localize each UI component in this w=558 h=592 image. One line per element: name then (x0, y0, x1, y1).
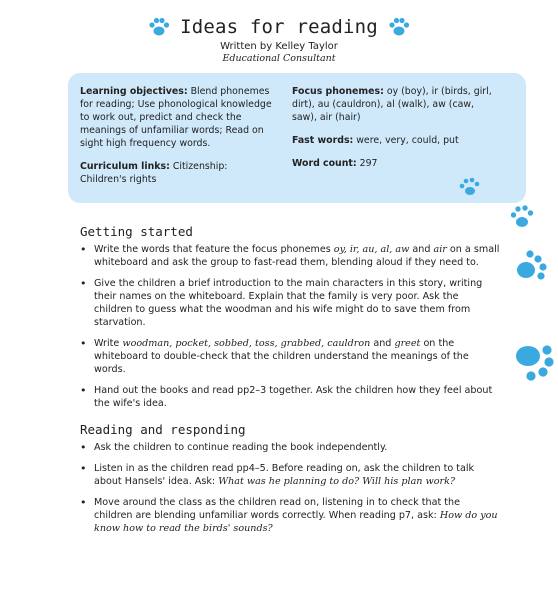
list-item-text: on a small whiteboard and ask the group to fast-read them, blending aloud if they need to. (94, 244, 500, 268)
reading-responding-list (80, 441, 500, 543)
curriculum-links (80, 160, 276, 186)
list-item-text: Write (94, 338, 123, 349)
byline: Written by Kelley Taylor (220, 41, 338, 52)
focus-phonemes (292, 85, 492, 124)
fast-words (292, 134, 492, 147)
info-left-column (80, 85, 276, 196)
paw-print-icon (456, 177, 482, 197)
list-item (80, 277, 500, 329)
info-label: Learning objectives: (80, 86, 188, 97)
list-item-text: Listen in as the children read pp4–5. Before reading on, ask the children to talk about Hansels' idea. Ask: (94, 463, 475, 487)
list-item (80, 337, 500, 376)
list-item-text: oy, ir, au, al, aw (333, 244, 410, 255)
paw-print-icon (509, 203, 535, 231)
section-title-reading-responding: Reading and responding (80, 422, 246, 437)
list-item-text: and (370, 338, 395, 349)
info-label: Focus phonemes: (292, 86, 384, 97)
paw-print-icon (388, 16, 410, 38)
list-item-text: Ask the children to continue reading the book independently. (94, 442, 388, 453)
list-item-text: Write the words that feature the focus phonemes (94, 244, 334, 255)
info-text: 297 (356, 158, 378, 169)
paw-print-icon (511, 340, 557, 384)
list-item-text: Hand out the books and read pp2–3 together. Ask the children how they feel about the wife's idea. (94, 385, 493, 409)
paw-print-icon (512, 248, 548, 284)
list-item (80, 243, 500, 269)
list-item-text: Move around the class as the children read on, listening in to check that the children are blending unfamiliar words correctly. When reading p7, ask: (94, 497, 461, 521)
list-item (80, 496, 500, 535)
info-right-column (292, 85, 492, 180)
list-item-text: How do you know how to read the birds' sounds? (94, 510, 498, 534)
getting-started-list (80, 243, 500, 418)
paw-print-icon (148, 16, 170, 38)
list-item-text: on the whiteboard to double-check that the children understand the meanings of the words. (94, 338, 469, 375)
title-row (0, 16, 558, 38)
learning-objectives (80, 85, 276, 150)
info-text: Citizenship: Children's rights (80, 161, 228, 185)
list-item-text: Give the children a brief introduction to the main characters in this story, writing their names on the whiteboard. Explain that the family is very poor. Ask the children to guess what the woodman and his wife might do to save them from starvation. (94, 278, 483, 328)
word-count (292, 157, 492, 170)
page-header (0, 16, 558, 64)
info-box (68, 73, 526, 203)
info-text: were, very, could, put (353, 135, 459, 146)
list-item (80, 384, 500, 410)
list-item-text: air (433, 244, 447, 255)
author-role: Educational Consultant (222, 53, 336, 64)
list-item-text: What was he planning to do? Will his plan work? (218, 476, 456, 487)
info-label: Curriculum links: (80, 161, 170, 172)
list-item-text: greet (394, 338, 421, 349)
list-item (80, 462, 500, 488)
info-label: Word count: (292, 158, 357, 169)
info-text: oy (boy), ir (birds, girl, dirt), au (cauldron), al (walk), aw (caw, saw), air (hair) (292, 86, 492, 123)
info-label: Fast words: (292, 135, 354, 146)
page-title: Ideas for reading (180, 16, 378, 38)
list-item-text: and (409, 244, 434, 255)
list-item (80, 441, 500, 454)
list-item-text: woodman, pocket, sobbed, toss, grabbed, cauldron (122, 338, 371, 349)
section-title-getting-started: Getting started (80, 224, 193, 239)
info-text: Blend phonemes for reading; Use phonological knowledge to work out, predict and check the meanings of unfamiliar words; Read on sight high frequency words. (80, 86, 272, 149)
